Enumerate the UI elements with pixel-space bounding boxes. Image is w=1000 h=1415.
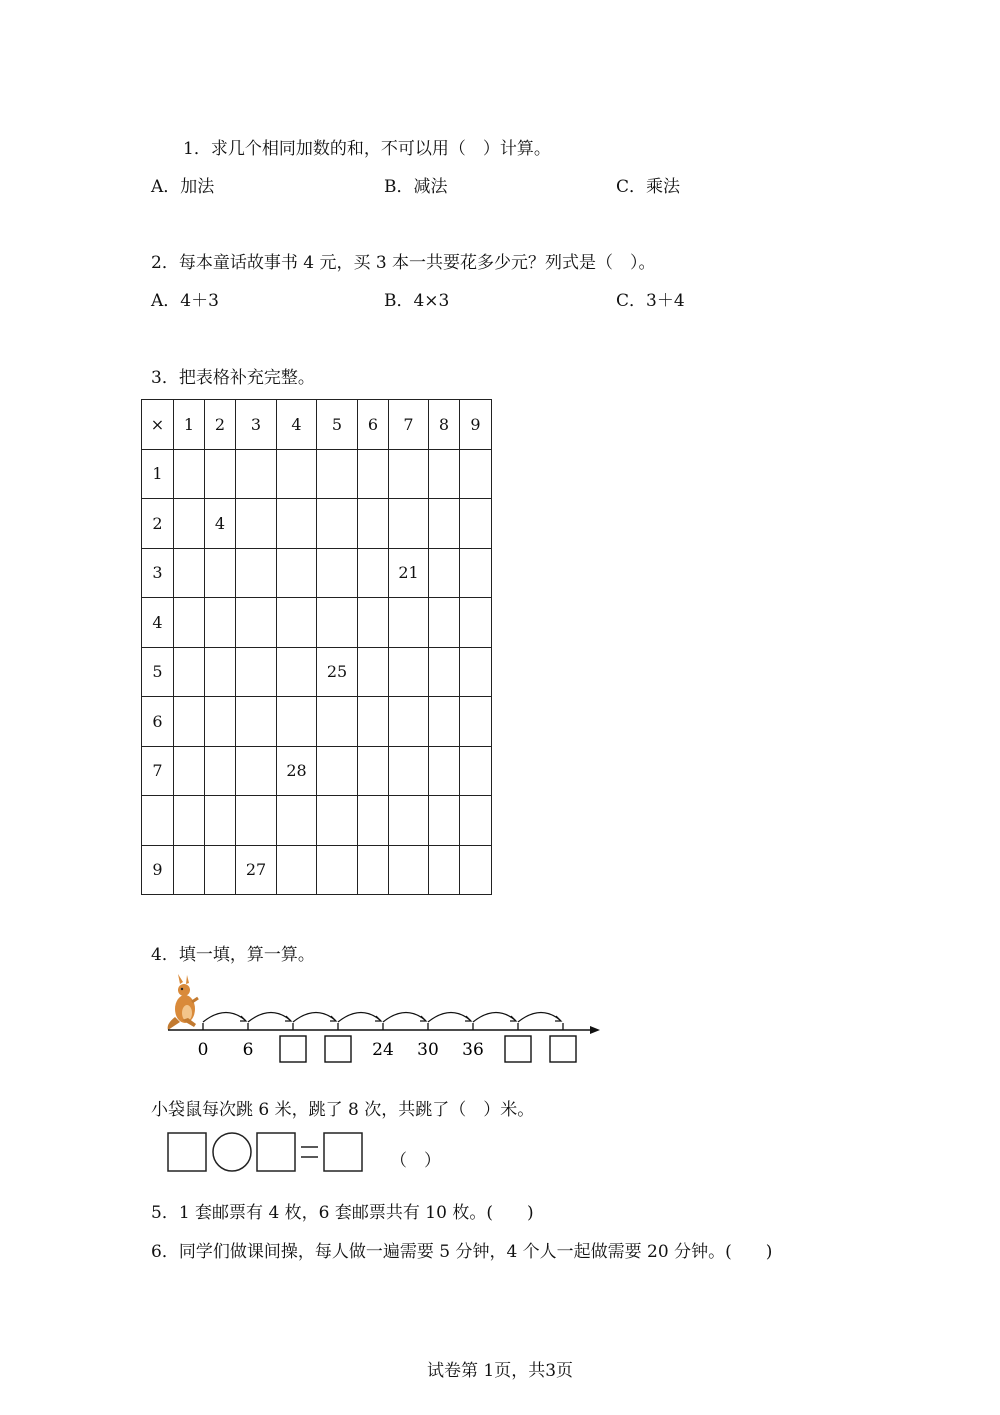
table-cell xyxy=(277,548,317,598)
table-cell xyxy=(358,796,389,846)
table-header-cell: 3 xyxy=(236,400,277,450)
table-cell xyxy=(205,845,236,895)
number-line-label: 0 xyxy=(197,1040,209,1060)
table-row xyxy=(142,697,492,747)
question-4-sentence: 小袋鼠每次跳 6 米，跳了 8 次，共跳了（ ）米。 xyxy=(151,1100,535,1120)
table-cell xyxy=(460,499,492,549)
table-header-cell: 8 xyxy=(429,400,460,450)
table-cell xyxy=(429,746,460,796)
table-cell xyxy=(460,647,492,697)
table-cell xyxy=(358,548,389,598)
table-cell xyxy=(389,449,429,499)
table-cell xyxy=(174,499,205,549)
blank-answer-box xyxy=(325,1036,351,1062)
table-cell xyxy=(429,647,460,697)
equation-box-result xyxy=(324,1133,362,1171)
table-header-cell: 4 xyxy=(142,598,174,648)
table-row xyxy=(142,548,492,598)
equation-box-1 xyxy=(168,1133,206,1171)
table-cell xyxy=(389,598,429,648)
table-cell xyxy=(389,796,429,846)
table-cell xyxy=(174,449,205,499)
number-line-label: 24 xyxy=(372,1040,394,1060)
table-row xyxy=(142,598,492,648)
table-row xyxy=(142,499,492,549)
q2-option-a: A．4＋3 xyxy=(151,291,219,311)
table-cell xyxy=(317,746,358,796)
table-cell xyxy=(317,598,358,648)
table-cell xyxy=(236,499,277,549)
table-cell xyxy=(317,796,358,846)
blank-answer-box xyxy=(505,1036,531,1062)
kangaroo-icon xyxy=(168,974,198,1030)
table-cell xyxy=(389,697,429,747)
table-header-cell: 9 xyxy=(460,400,492,450)
table-cell xyxy=(358,845,389,895)
table-cell xyxy=(205,548,236,598)
table-header-cell: 2 xyxy=(205,400,236,450)
table-cell xyxy=(236,746,277,796)
table-cell xyxy=(317,499,358,549)
question-6-text: 6．同学们做课间操，每人做一遍需要 5 分钟，4 个人一起做需要 20 分钟。( ) xyxy=(151,1242,773,1262)
q2-option-b: B．4×3 xyxy=(384,291,450,311)
q2-option-c: C．3＋4 xyxy=(616,291,685,311)
equation-box-2 xyxy=(257,1133,295,1171)
blank-answer-box xyxy=(280,1036,306,1062)
jump-arc xyxy=(248,1012,290,1022)
table-cell xyxy=(389,499,429,549)
table-header-cell: 5 xyxy=(142,647,174,697)
table-header-cell: 6 xyxy=(142,697,174,747)
table-header-cell: 4 xyxy=(277,400,317,450)
table-cell xyxy=(205,598,236,648)
table-header-cell: × xyxy=(142,400,174,450)
jump-arc xyxy=(473,1012,515,1022)
blank-answer-box xyxy=(550,1036,576,1062)
table-cell xyxy=(358,499,389,549)
table-cell xyxy=(205,746,236,796)
table-cell xyxy=(174,746,205,796)
question-4-text: 4．填一填，算一算。 xyxy=(151,945,315,965)
table-cell xyxy=(429,499,460,549)
table-cell xyxy=(236,647,277,697)
table-cell xyxy=(174,845,205,895)
table-cell xyxy=(358,647,389,697)
table-cell: 25 xyxy=(317,647,358,697)
table-cell xyxy=(277,697,317,747)
table-cell xyxy=(236,548,277,598)
table-cell xyxy=(236,598,277,648)
number-line-label: 30 xyxy=(417,1040,439,1060)
table-cell xyxy=(317,697,358,747)
table-header-cell xyxy=(142,796,174,846)
q1-option-b: B．减法 xyxy=(384,177,448,197)
table-cell xyxy=(429,548,460,598)
table-cell xyxy=(277,647,317,697)
table-cell xyxy=(277,796,317,846)
table-cell xyxy=(460,845,492,895)
table-cell xyxy=(174,697,205,747)
table-cell xyxy=(174,796,205,846)
table-cell xyxy=(205,449,236,499)
table-header-cell: 1 xyxy=(142,449,174,499)
table-cell xyxy=(429,796,460,846)
table-cell xyxy=(460,796,492,846)
multiplication-table xyxy=(141,399,492,895)
table-cell xyxy=(358,746,389,796)
number-line-figure xyxy=(160,972,610,1072)
jump-arc xyxy=(338,1012,380,1022)
table-cell xyxy=(205,647,236,697)
jump-arc xyxy=(293,1012,335,1022)
q1-option-a: A．加法 xyxy=(151,177,215,197)
table-cell xyxy=(174,598,205,648)
table-header-cell: 5 xyxy=(317,400,358,450)
table-cell xyxy=(174,647,205,697)
table-row xyxy=(142,796,492,846)
table-header-cell: 7 xyxy=(389,400,429,450)
jump-arc xyxy=(518,1012,560,1022)
number-line-label: 6 xyxy=(242,1040,254,1060)
table-cell xyxy=(317,548,358,598)
table-row xyxy=(142,746,492,796)
table-cell: 27 xyxy=(236,845,277,895)
table-cell xyxy=(277,845,317,895)
table-cell xyxy=(389,647,429,697)
table-cell: 4 xyxy=(205,499,236,549)
question-5-text: 5．1 套邮票有 4 枚，6 套邮票共有 10 枚。( ) xyxy=(151,1203,534,1223)
page-footer: 试卷第 1页，共3页 xyxy=(426,1361,574,1381)
table-header-cell: 7 xyxy=(142,746,174,796)
table-cell xyxy=(358,697,389,747)
table-header-cell: 2 xyxy=(142,499,174,549)
table-row xyxy=(142,647,492,697)
table-cell xyxy=(429,697,460,747)
table-cell xyxy=(429,449,460,499)
table-cell xyxy=(460,746,492,796)
table-cell xyxy=(236,449,277,499)
table-cell xyxy=(460,449,492,499)
table-row xyxy=(142,400,492,450)
q1-option-c: C．乘法 xyxy=(616,177,681,197)
table-cell xyxy=(389,845,429,895)
table-cell xyxy=(277,449,317,499)
jump-arc xyxy=(383,1012,425,1022)
table-cell xyxy=(460,598,492,648)
table-cell xyxy=(389,746,429,796)
equation-unit-paren: （ ） xyxy=(390,1151,441,1171)
table-cell xyxy=(205,697,236,747)
jump-arc xyxy=(428,1012,470,1022)
table-cell: 28 xyxy=(277,746,317,796)
table-cell xyxy=(277,598,317,648)
operator-circle xyxy=(213,1133,251,1171)
question-2-text: 2．每本童话故事书 4 元，买 3 本一共要花多少元？列式是（ ）。 xyxy=(151,253,656,273)
table-cell xyxy=(460,697,492,747)
table-cell xyxy=(358,449,389,499)
number-line-label: 36 xyxy=(462,1040,484,1060)
jump-arc xyxy=(203,1012,245,1022)
table-cell xyxy=(236,697,277,747)
table-header-cell: 9 xyxy=(142,845,174,895)
question-1-text: 1．求几个相同加数的和，不可以用（ ）计算。 xyxy=(183,139,551,159)
question-3-text: 3．把表格补充完整。 xyxy=(151,368,315,388)
table-cell xyxy=(205,796,236,846)
table-cell xyxy=(317,449,358,499)
table-cell xyxy=(429,845,460,895)
table-cell xyxy=(277,499,317,549)
table-cell: 21 xyxy=(389,548,429,598)
table-cell xyxy=(460,548,492,598)
table-row xyxy=(142,449,492,499)
table-header-cell: 3 xyxy=(142,548,174,598)
table-cell xyxy=(429,598,460,648)
table-header-cell: 6 xyxy=(358,400,389,450)
table-cell xyxy=(317,845,358,895)
table-cell xyxy=(358,598,389,648)
table-row xyxy=(142,845,492,895)
table-cell xyxy=(174,548,205,598)
table-cell xyxy=(236,796,277,846)
table-header-cell: 1 xyxy=(174,400,205,450)
